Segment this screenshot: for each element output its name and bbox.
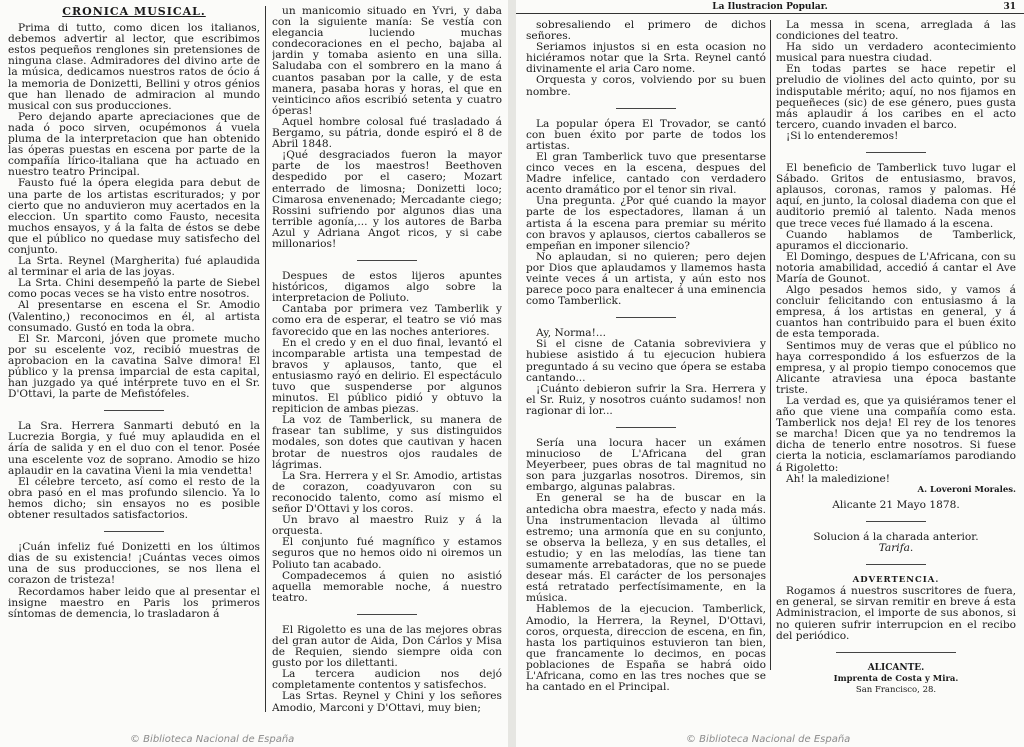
paragraph: La Sra. Herrera Sanmarti debutó en la Lucrezia Borgia, y fué muy aplaudida en el áría de salida y en el duo con el tenor. Posée una escelente voz de soprano. Amodio se hizo aplaudir en la cavatina Vieni la mia vendetta! — [8, 420, 260, 477]
paragraph: La Sra. Herrera y el Sr. Amodio, artistas de corazon, coadyuvaron con su reconocido talento, como así mismo el señor D'Ottavi y los coros. — [272, 469, 502, 516]
running-head — [516, 2, 1024, 14]
right-column-1 — [526, 20, 766, 720]
column-rule — [265, 6, 266, 712]
imprint-city: ALICANTE. — [867, 662, 925, 673]
watermark-text: © Biblioteca Nacional de España — [130, 734, 295, 745]
article-body — [526, 438, 766, 693]
paragraph: Ay, Norma!... — [536, 327, 606, 340]
notice-text: Rogamos á nuestros suscritores de fuera, en general, se sirvan remitir en breve á esta Administracion, el importe de sus abonos, si no quieren sufrir interrupcion en el recibo del periódico. — [776, 585, 1016, 642]
imprint-address: San Francisco, 28. — [855, 684, 937, 695]
paragraph: El célebre terceto, así como el resto de la obra pasó en el mas profundo silencio. Ya lo hemos dicho; sin ensayos no es posible obtener resultados satisfactorios. — [8, 475, 260, 522]
left-page — [0, 0, 508, 747]
paragraph: Fausto fué la ópera elegida para debut de una parte de los artistas escriturados; y por cierto que no anduvieron muy acertados en la eleccion. Un spartito como Fausto, necesita muchos ensayos, y á la falta de éstos se debe que el público no quedase muy satisfecho del conjunto. — [8, 177, 260, 256]
paragraph: Si el cisne de Catania sobreviviera y hubiese asistido á tu ejecucion hubiera preguntado á su vecino que ópera se estaba cantando... — [526, 338, 766, 384]
paragraph: No aplaudan, si no quieren; pero dejen por Dios que aplaudamos y llamemos hasta veinte veces á un artista, y aún esto nos parece poco para enaltecer á una eminencia como Tamberlick. — [526, 250, 766, 308]
paragraph: La popular ópera El Trovador, se cantó con buen éxito por parte de todos los artistas. — [526, 117, 766, 152]
paragraph: Cantaba por primera vez Tamberlik y como era de esperar, el teatro se vió mas favorecido que en las noches anteriores. — [272, 303, 502, 338]
separator — [616, 317, 676, 318]
paragraph: La tercera audicion nos dejó completamente contentos y satisfechos. — [272, 668, 502, 692]
paragraph: ¡Qué desgraciados fueron la mayor parte de los maestros! Beethoven despedido por el casero; Mozart enterrado de limosna; Donizetti loco; Cimarosa envenenado; Mercadante ciego; Rossini sufriendo por algunos dias una terrible agonía,... y los autores de Barba Azul y Adriana Angot ricos, y si cabe millonarios! — [272, 149, 502, 250]
separator — [104, 531, 164, 532]
article-body — [272, 6, 502, 250]
paragraph: El Rigoletto es una de las mejores obras del gran autor de Aida, Don Cárlos y Misa de Requien, siendo siempre oida con gusto por los dilettanti. — [272, 623, 502, 670]
article-body — [8, 542, 260, 620]
separator — [616, 108, 676, 109]
article-body — [776, 163, 1016, 485]
paragraph: Sentimos muy de veras que el público no haya correspondido á los esfuerzos de la empresa, y al propio tiempo conocemos que Alicante atraviesa una época bastante triste. — [776, 339, 1016, 396]
paragraph: El gran Tamberlick tuvo que presentarse cinco veces en la escena, despues del Madre infelice, cantado con verdadero acento dramático por el tenor sin rival. — [526, 150, 766, 197]
author-signature: A. Loveroni Morales. — [917, 484, 1016, 495]
book-gutter — [508, 0, 516, 747]
paragraph: Compadecemos á quien no asistió aquella memorable noche, á nuestro teatro. — [272, 569, 502, 604]
paragraph: En todas partes se hace repetir el preludio de violines del acto quinto, por su indisputable mérito; aquí, no nos fijamos en pequeñeces (sic) de ese género, pues gusta más aplaudir á los caribes en el acto tercero, cuando invaden el barco. — [776, 63, 1016, 131]
paragraph: La Srta. Reynel (Margherita) fué aplaudida al terminar el aria de las joyas. — [8, 255, 260, 279]
paragraph: Aquel hombre colosal fué trasladado á Bergamo, su pátria, donde espiró el 8 de Abril 1848. — [272, 115, 502, 151]
paragraph: ¡Cuán infeliz fué Donizetti en los últimos dias de su existencia! ¡Cuántas veces oimos una de sus producciones, se nos llena el corazon de tristeza! — [8, 541, 260, 587]
separator — [357, 260, 417, 261]
paragraph: Pero dejando aparte apreciaciones que de nada ó poco sirven, ocupémonos á vuela pluma de la interpretacion que han obtenido las óperas puestas en escena por parte de la compañía lírico-italiana que ha actuado en nuestro teatro Principal. — [8, 110, 260, 179]
publication-title: La Ilustracion Popular. — [712, 2, 828, 12]
charade-title: Solucion á la charada anterior. — [813, 530, 979, 543]
paragraph: Sería una locura hacer un exámen minucioso de L'Africana del gran Meyerbeer, pues obras de tal magnitud no son para juzgarlas nosotros. Diremos, sin embargo, algunas palabras. — [526, 437, 766, 494]
paragraph: ¡Cuánto debieron sufrir la Sra. Herrera y el Sr. Ruiz, y nosotros cuánto sudamos! non ragionar di lor... — [526, 382, 766, 417]
paragraph: Seriamos injustos si en esta ocasion no hiciéramos notar que la Srta. Reynel cantó divinamente el aria Caro nome. — [526, 41, 766, 76]
separator — [104, 410, 164, 411]
paragraph: En general se ha de buscar en la antedicha obra maestra, efecto y nada más. Una instrumentacion llevada al último estremo; una armonía que en su conjunto, se observa la belleza, y en sus detalles, el estudio; y en las melodías, las tiene tan sumamente arrebatadoras, que no se puede desear más. El carácter de los personajes está retratado perfectísimamente, en la música. — [526, 492, 766, 605]
separator — [836, 652, 956, 653]
charade-answer: Tarifa. — [878, 542, 914, 555]
paragraph: La verdad es, que ya quisiéramos tener el año que viene una compañía como esta. Tamberlick nos deja! El rey de los tenores se marcha! Dicen que ya no tendremos la dicha de tenerlo entre nosotros. Si fuese cierta la noticia, esclamaríamos parodiando á Rigoletto: — [776, 395, 1016, 474]
separator — [866, 564, 926, 565]
article-body — [8, 23, 260, 400]
left-column-2 — [272, 6, 502, 718]
paragraph: ¡Si lo entenderemos! — [786, 129, 899, 142]
paragraph: La messa in scena, arreglada á las condiciones del teatro. — [776, 20, 1016, 43]
paragraph: Las Srtas. Reynel y Chini y los señores Amodio, Marconi y D'Ottavi, muy bien; — [272, 690, 502, 714]
watermark-text: © Biblioteca Nacional de España — [686, 734, 851, 745]
column-rule — [770, 20, 771, 670]
paragraph: El Domingo, despues de L'Africana, con su notoria amabilidad, accedió á cantar el Ave María de Gounot. — [776, 250, 1016, 285]
dateline: Alicante 21 Mayo 1878. — [832, 498, 960, 511]
paragraph: Orquesta y coros, volviendo por su buen nombre. — [526, 74, 766, 98]
article-body — [526, 328, 766, 417]
right-page — [516, 0, 1024, 747]
paragraph: El beneficio de Tamberlick tuvo lugar el Sábado. Gritos de entusiasmo, bravos, aplausos, coronas, ramos y palomas. Hé aquí, en junto, la colosal diadema con que el auditorio premió al talento. Nada menos que trece veces fué llamado á la escena. — [776, 162, 1016, 230]
paragraph: Una pregunta. ¿Por qué cuando la mayor parte de los espectadores, llaman á un artista á la escena para premiar su mérito con bravos y aplausos, ciertos caballeros se empeñan en imponer silencio? — [526, 195, 766, 252]
paragraph: Ha sido un verdadero acontecimiento musical para nuestra ciudad. — [776, 41, 1016, 65]
paragraph: El Sr. Marconi, jóven que promete mucho por su escelente voz, recibió muestras de aprobacion en la cavatina Salve dimora! El público y la prensa imparcial de esta capital, han juzgado ya qué intérprete tuvo en el Sr. D'Ottavi, la parte de Mefistófeles. — [8, 332, 260, 401]
paragraph: sobresaliendo el primero de dichos señores. — [526, 20, 766, 43]
right-column-2 — [776, 20, 1016, 720]
imprint-line: Imprenta de Costa y Mira. — [833, 673, 959, 684]
separator — [357, 614, 417, 615]
paragraph: Al presentarse en escena el Sr. Amodio (Valentino,) reconocimos en él, al artista consumado. Gustó en toda la obra. — [8, 299, 260, 334]
left-column-1 — [8, 6, 260, 718]
paragraph: El conjunto fué magnífico y estamos seguros que no hemos oido ni oiremos un Poliuto tan acabado. — [272, 536, 502, 571]
paragraph: un manicomio situado en Yvri, y daba con la siguiente manía: Se vestía con elegancia luciendo muchas condecoraciones en el pecho, bajaba al jardin y tomaba asiento en una silla. Saludaba con el sombrero en la mano á cuantos pasaban por la calle, y de esta manera, pasaba horas y horas, el que en veinticinco años escribió setenta y cuatro óperas! — [272, 6, 502, 117]
paragraph: Ah! la maledizione! — [786, 472, 891, 485]
notice-title: ADVERTENCIA. — [852, 575, 940, 586]
page-number: 31 — [1003, 2, 1016, 12]
paragraph: Prima di tutto, como dicen los italianos, debemos advertir al lector, que escribimos estos pequeños renglones sin pretensiones de ninguna clase. Admiradores del divino arte de la música, dedicamos nuestros ratos de ócio á la memoria de Donizetti, Bellini y otros génios que han llenado de admiracion al mundo musical con sus producciones. — [8, 22, 260, 112]
paragraph: Despues de estos lijeros apuntes históricos, digamos algo sobre la interpretacion de Poliuto. — [272, 270, 502, 305]
article-body — [272, 625, 502, 714]
article-body — [8, 421, 260, 521]
separator — [866, 521, 926, 522]
article-body — [526, 20, 766, 98]
article-body — [272, 271, 502, 604]
article-body — [776, 20, 1016, 142]
section-heading: CRÓNICA MUSICAL. — [62, 6, 206, 18]
paragraph: Hablemos de la ejecucion. Tamberlick, Amodio, la Herrera, la Reynel, D'Ottavi, coros, orquesta, direccion de escena, en fin, hasta los partiquinos estuvieron tan bien, que francamente lo decimos, en pocas poblaciones de España se habrá oido L'Africana, como en las tres noches que se ha cantado en el Principal. — [526, 603, 766, 694]
paragraph: La voz de Tamberlick, su manera de frasear tan sublime, y sus distinguidos modales, son dotes que cautivan y hacen brotar de nuestros ojos raudales de lágrimas. — [272, 414, 502, 471]
paragraph: Algo pesados hemos sido, y vamos á concluir felicitando con entusiasmo á la empresa, á los artistas en general, y á cuantos han contribuido para el buen éxito de esta temporada. — [776, 284, 1016, 341]
separator — [616, 427, 676, 428]
article-body — [526, 119, 766, 308]
separator — [866, 152, 926, 153]
paragraph: La Srta. Chini desempeñó la parte de Siebel como pocas veces se ha visto entre nosotros. — [8, 277, 260, 301]
paragraph: En el credo y en el duo final, levantó el incomparable artista una tempestad de bravos y aplausos, tanto, que el entusiasmo rayó en delirio. El espectáculo tuvo que suspenderse por algunos minutos. El público pidió y obtuvo la repiticion de ambas piezas. — [272, 336, 502, 416]
paragraph: Recordamos haber leido que al presentar el insigne maestro en Paris los primeros síntomas de demencia, lo trasladaron á — [8, 585, 260, 620]
paragraph: Cuando hablamos de Tamberlick, apuramos el diccionario. — [776, 228, 1016, 252]
paragraph: Un bravo al maestro Ruiz y á la orquesta. — [272, 514, 502, 538]
